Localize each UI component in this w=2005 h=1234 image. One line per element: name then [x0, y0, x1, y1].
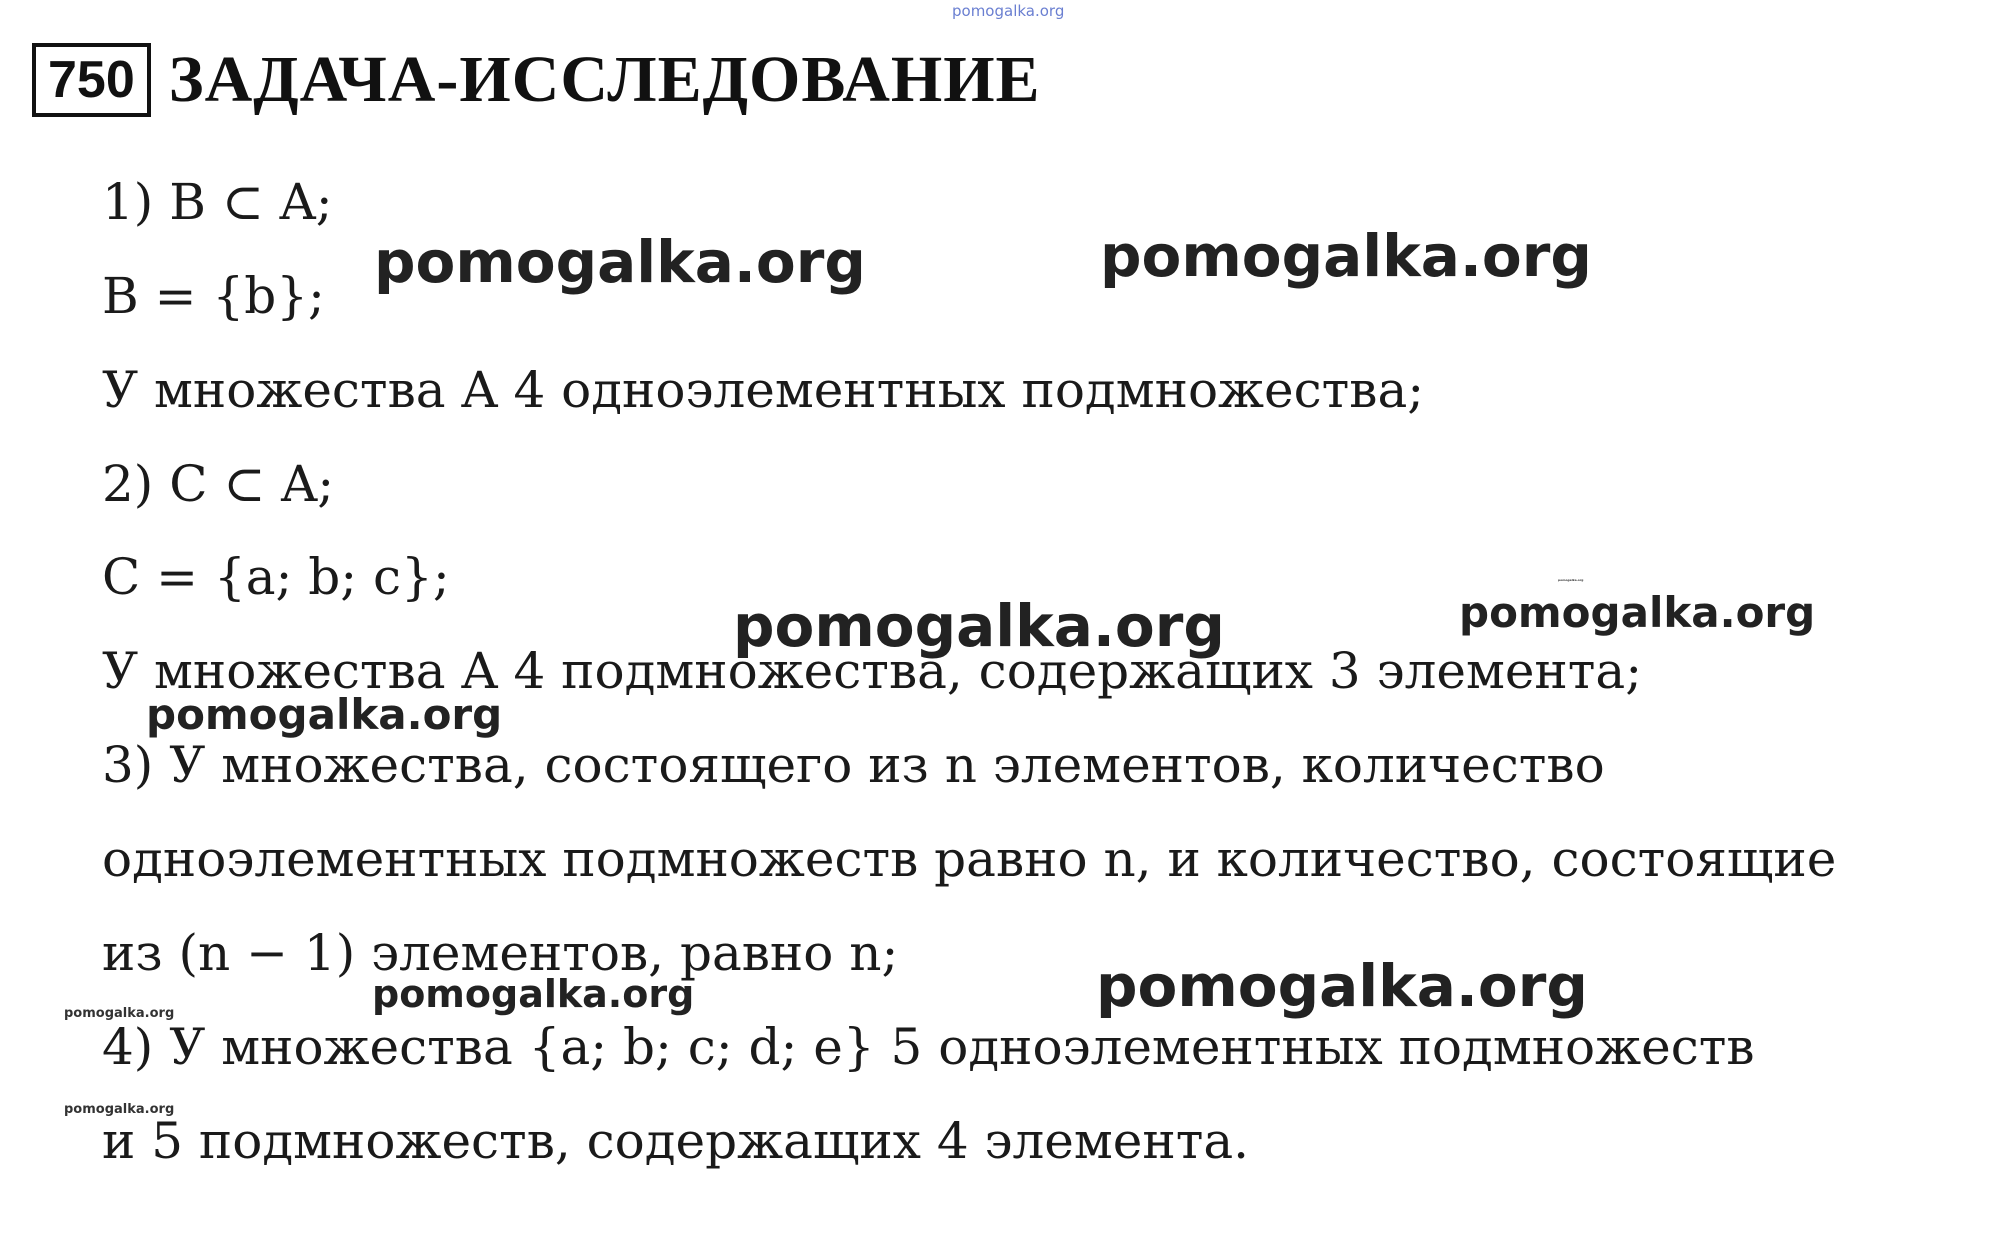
solution-line-8: одноэлементных подмножеств равно n, и количество, состоящие [102, 830, 1837, 888]
solution-line-2: B = {b}; [102, 267, 325, 325]
solution-line-7: 3) У множества, состоящего из n элементов, количество [102, 736, 1605, 794]
task-header [32, 44, 1041, 116]
solution-line-4: 2) C ⊂ A; [102, 455, 335, 513]
watermark-text: pomogalka.org [146, 690, 503, 739]
watermark-text: pomogalka.org [733, 592, 1225, 660]
watermark-text: pomogalka.org [1459, 588, 1816, 637]
watermark-text: pomogalka.org [374, 228, 866, 296]
watermark-text: pomogalka.org [64, 1102, 175, 1117]
solution-line-1: 1) B ⊂ A; [102, 173, 333, 231]
watermark-text: pomogalka.org [1096, 952, 1588, 1020]
watermark-text: pomogalka.org [1558, 578, 1584, 582]
watermark-text: pomogalka.org [64, 1006, 175, 1021]
watermark-text: pomogalka.org [372, 972, 695, 1016]
watermark-text: pomogalka.org [952, 2, 1065, 20]
solution-line-10: 4) У множества {a; b; c; d; e} 5 одноэлементных подмножеств [102, 1018, 1755, 1076]
solution-line-3: У множества A 4 одноэлементных подмножества; [102, 361, 1425, 419]
task-number-box: 750 [32, 43, 151, 117]
task-title: ЗАДАЧА-ИССЛЕДОВАНИЕ [168, 43, 1041, 116]
solution-line-6: У множества A 4 подмножества, содержащих 3 элемента; [102, 642, 1643, 700]
watermark-text: pomogalka.org [1100, 222, 1592, 290]
solution-line-9: из (n − 1) элементов, равно n; [102, 924, 899, 982]
solution-line-5: C = {a; b; c}; [102, 548, 450, 606]
solution-line-11: и 5 подмножеств, содержащих 4 элемента. [102, 1112, 1250, 1170]
